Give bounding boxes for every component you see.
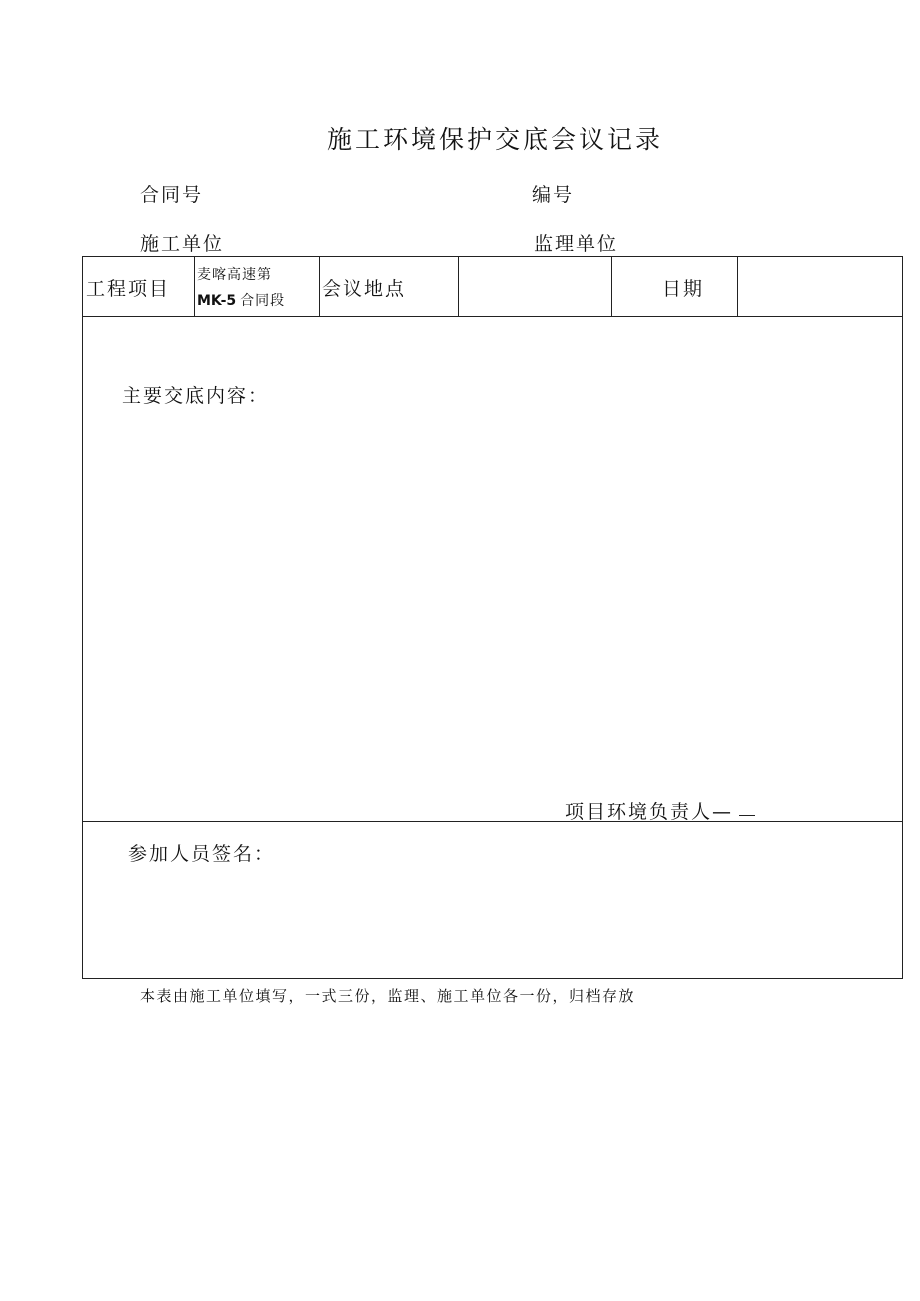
column-divider: [737, 256, 738, 317]
participants-signature-label: 参加人员签名：: [128, 843, 276, 865]
signature-blank-line: [739, 815, 755, 816]
contract-section-code: MK-5: [197, 293, 237, 309]
date-label: 日期: [662, 278, 705, 300]
record-table: [82, 256, 903, 979]
serial-number-label: 编号: [532, 184, 575, 206]
table-divider-signatures: [82, 821, 903, 822]
main-content-label: 主要交底内容：: [122, 385, 270, 407]
table-divider-header: [82, 316, 903, 317]
column-divider: [194, 256, 195, 317]
environment-manager-label: 项目环境负责人—: [565, 801, 734, 823]
footer-note: 本表由施工单位填写，一式三份，监理、施工单位各一份，归档存放: [140, 987, 636, 1005]
supervision-unit-label: 监理单位: [534, 233, 619, 255]
page-title: 施工环境保护交底会议记录: [326, 125, 663, 154]
project-label: 工程项目: [86, 278, 171, 300]
project-name-line2: [197, 290, 285, 310]
column-divider: [319, 256, 320, 317]
meeting-place-label: 会议地点: [322, 278, 407, 300]
contract-number-label: 合同号: [140, 184, 204, 206]
contract-section-suffix: 合同段: [240, 293, 286, 309]
column-divider: [458, 256, 459, 317]
project-name-line1: 麦喀高速第: [197, 267, 272, 283]
column-divider: [611, 256, 612, 317]
construction-unit-label: 施工单位: [140, 233, 225, 255]
